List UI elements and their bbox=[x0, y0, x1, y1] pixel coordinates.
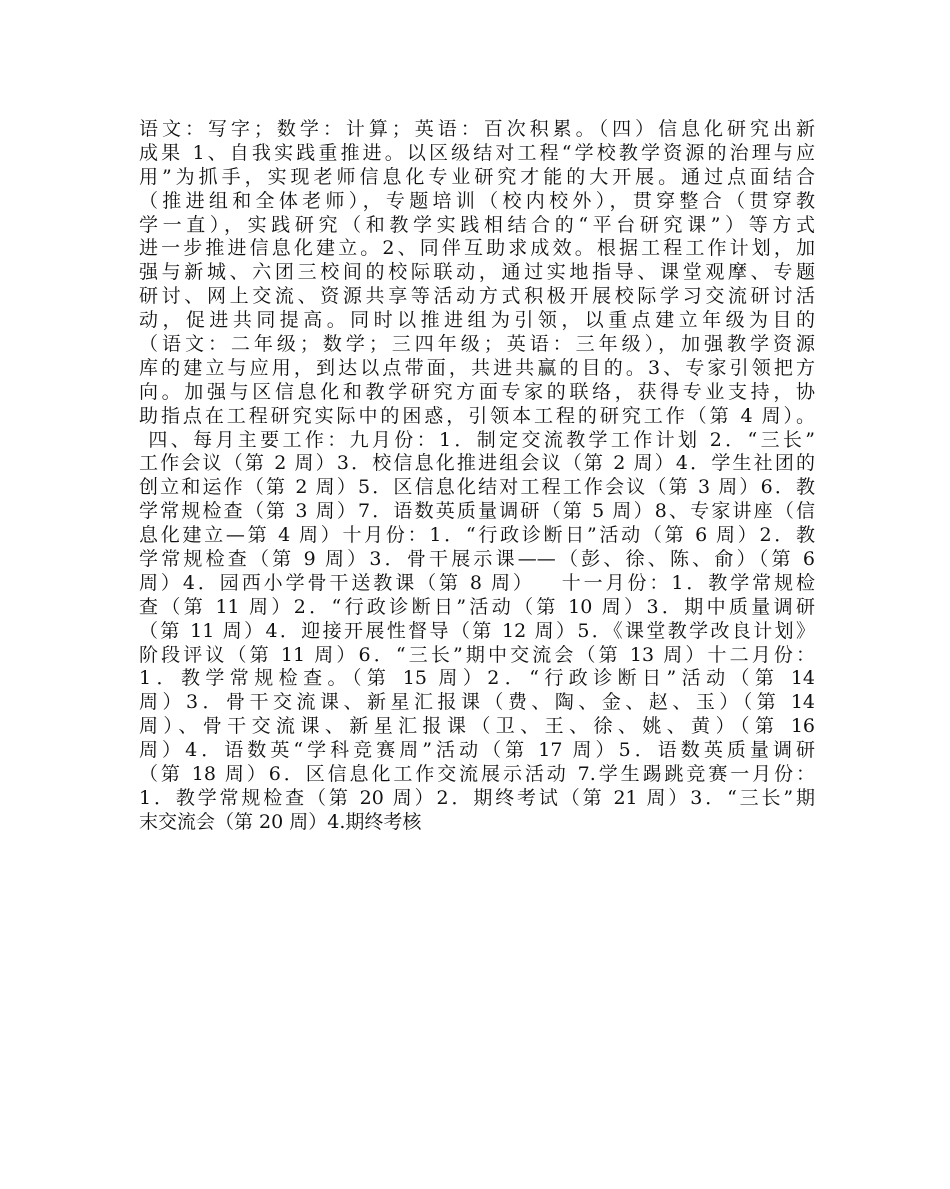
text-line: 1．教学常规检查。（第 15 周）2．“行政诊断日”活动（第 14 bbox=[139, 667, 815, 690]
text-line: 末交流会（第 20 周）4.期终考核 bbox=[139, 810, 422, 833]
text-line: 周）4．园西小学骨干送教课（第 8 周） 十一月份：1．教学常规检 bbox=[139, 571, 815, 594]
text-line: （第 18 周）6．区信息化工作交流展示活动 7.学生踢跳竞赛一月份： bbox=[139, 763, 815, 786]
text-line: 语文：写字；数学：计算；英语：百次积累。（四）信息化研究出新 bbox=[139, 118, 815, 140]
text-line: 用”为抓手，实现老师信息化专业研究才能的大开展。通过点面结合 bbox=[139, 165, 815, 188]
text-line: 成果 1、自我实践重推进。以区级结对工程“学校教学资源的治理与应 bbox=[139, 141, 815, 164]
text-line: 周）3．骨干交流课、新星汇报课（费、陶、金、赵、玉）（第 14 bbox=[139, 691, 815, 714]
text-line: 进一步推进信息化建立。2、同伴互助求成效。根据工程工作计划，加 bbox=[139, 237, 815, 260]
text-line: （第 11 周）4．迎接开展性督导（第 12 周）5．《课堂教学改良计划》 bbox=[139, 619, 815, 642]
text-line: 1．教学常规检查（第 20 周）2．期终考试（第 21 周）3．“三长”期 bbox=[139, 786, 815, 809]
text-line: 息化建立—第 4 周）十月份：1．“行政诊断日”活动（第 6 周）2．教 bbox=[139, 524, 815, 547]
text-line: 查（第 11 周）2．“行政诊断日”活动（第 10 周）3．期中质量调研 bbox=[139, 595, 815, 618]
text-line: 工作会议（第 2 周）3．校信息化推进组会议（第 2 周）4．学生社团的 bbox=[139, 452, 815, 475]
text-line: 学常规检查（第 9 周）3．骨干展示课——（彭、徐、陈、俞）（第 6 bbox=[139, 548, 815, 571]
text-line: 四、每月主要工作：九月份：1．制定交流教学工作计划 2．“三长” bbox=[139, 428, 815, 451]
text-line: 创立和运作（第 2 周）5．区信息化结对工程工作会议（第 3 周）6．教 bbox=[139, 476, 815, 499]
text-line: 研讨、网上交流、资源共享等活动方式积极开展校际学习交流研讨活 bbox=[139, 285, 815, 308]
text-line: （推进组和全体老师），专题培训（校内校外），贯穿整合（贯穿教 bbox=[139, 189, 815, 212]
text-line: 动，促进共同提高。同时以推进组为引领，以重点建立年级为目的 bbox=[139, 309, 815, 332]
body-text bbox=[139, 118, 815, 835]
text-line: （语文：二年级；数学；三四年级；英语：三年级），加强教学资源 bbox=[139, 333, 815, 356]
text-line: 向。加强与区信息化和教学研究方面专家的联络，获得专业支持，协 bbox=[139, 380, 815, 403]
text-line: 库的建立与应用，到达以点带面，共进共赢的目的。3、专家引领把方 bbox=[139, 356, 815, 379]
text-line: 学一直），实践研究（和教学实践相结合的“平台研究课”）等方式 bbox=[139, 213, 815, 236]
text-line: 助指点在工程研究实际中的困惑，引领本工程的研究工作（第 4 周）。 bbox=[139, 404, 815, 427]
text-line: 学常规检查（第 3 周）7．语数英质量调研（第 5 周）8、专家讲座（信 bbox=[139, 500, 815, 523]
text-line: 强与新城、六团三校间的校际联动，通过实地指导、课堂观摩、专题 bbox=[139, 261, 815, 284]
text-line: 周）4．语数英“学科竞赛周”活动（第 17 周）5．语数英质量调研 bbox=[139, 739, 815, 762]
text-line: 阶段评议（第 11 周）6．“三长”期中交流会（第 13 周）十二月份： bbox=[139, 643, 815, 666]
text-line: 周）、骨干交流课、新星汇报课（卫、王、徐、姚、黄）（第 16 bbox=[139, 715, 815, 738]
